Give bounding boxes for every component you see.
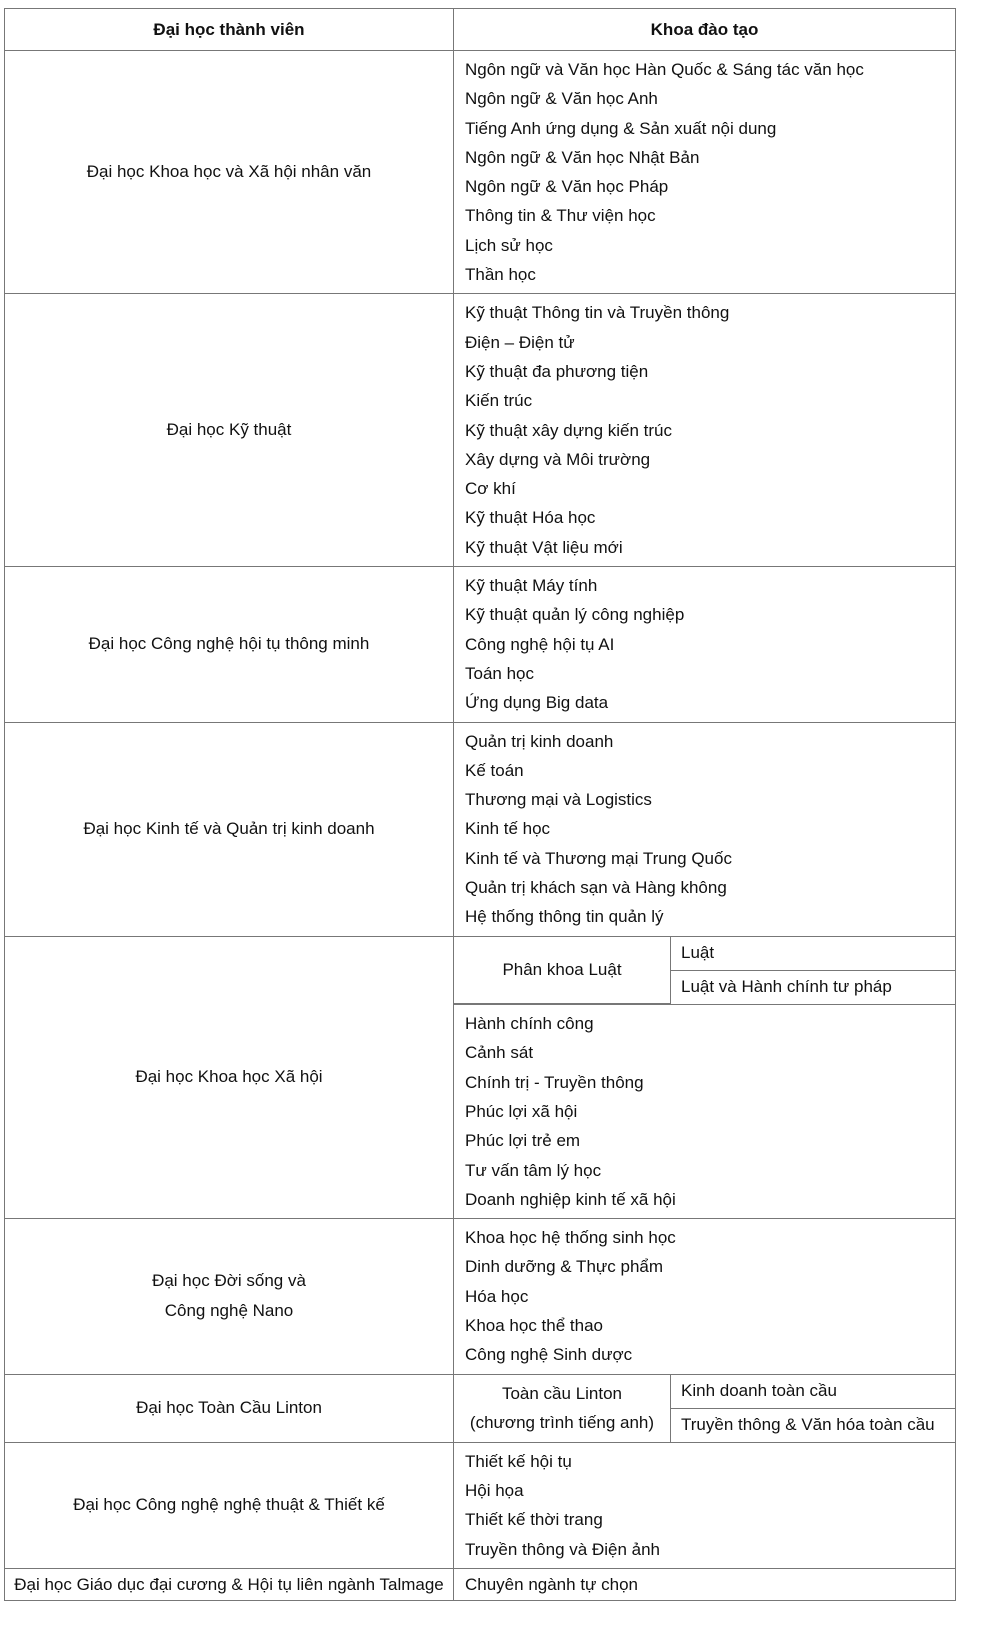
table-row — [5, 51, 956, 294]
faculty-cell — [454, 1219, 956, 1374]
faculty-cell — [454, 1568, 956, 1600]
header-row — [5, 9, 956, 51]
table-row — [5, 567, 956, 722]
faculty-item: Hệ thống thông tin quản lý — [465, 907, 664, 927]
faculty-cell — [454, 1442, 956, 1568]
university-name: Đại học Kỹ thuật — [5, 294, 454, 567]
faculty-cell — [454, 51, 956, 294]
faculty-item: Ngôn ngữ & Văn học Nhật Bản — [465, 147, 700, 167]
header-faculties: Khoa đào tạo — [454, 9, 956, 51]
faculty-cell — [454, 722, 956, 936]
faculty-item: Tư vấn tâm lý học — [465, 1160, 602, 1180]
header-university: Đại học thành viên — [5, 9, 454, 51]
faculty-item: Toán học — [465, 663, 534, 683]
subdivision-table — [454, 937, 955, 1005]
university-name-line: Công nghệ Nano — [164, 1301, 294, 1321]
subdivision-name: Phân khoa Luật — [454, 937, 671, 1004]
faculty-cell — [454, 294, 956, 567]
faculty-cell — [454, 1374, 956, 1442]
faculty-item: Kiến trúc — [465, 391, 533, 411]
university-name: Đại học Kinh tế và Quản trị kinh doanh — [5, 722, 454, 936]
university-name: Đại học Khoa học Xã hội — [5, 936, 454, 1219]
faculty-item: Quản trị khách sạn và Hàng không — [465, 878, 727, 898]
faculty-table — [4, 8, 956, 1601]
faculty-item: Hành chính công — [465, 1014, 594, 1034]
faculty-item: Hóa học — [465, 1286, 529, 1306]
university-name: Đại học Công nghệ nghệ thuật & Thiết kế — [5, 1442, 454, 1568]
faculty-item: Thiết kế hội tụ — [465, 1451, 572, 1471]
faculty-item: Kỹ thuật xây dựng kiến trúc — [465, 420, 672, 440]
faculty-item: Công nghệ Sinh dược — [465, 1345, 633, 1365]
faculty-item: Ứng dụng Big data — [465, 693, 609, 713]
university-name — [5, 1219, 454, 1374]
faculty-item: Kỹ thuật Thông tin và Truyền thông — [465, 303, 730, 323]
faculty-item: Truyền thông và Điện ảnh — [465, 1539, 660, 1559]
faculty-item: Kỹ thuật đa phương tiện — [465, 361, 649, 381]
faculty-item: Cảnh sát — [465, 1043, 534, 1063]
table-row — [5, 1442, 956, 1568]
subdivision-name-line: Toàn cầu Linton — [501, 1384, 623, 1404]
faculty-item: Kinh tế và Thương mại Trung Quốc — [465, 848, 732, 868]
faculty-item: Doanh nghiệp kinh tế xã hội — [465, 1189, 676, 1209]
subdivision-name-line: (chương trình tiếng anh) — [469, 1413, 655, 1433]
faculty-item: Lịch sử học — [465, 235, 553, 255]
faculty-item: Ngôn ngữ và Văn học Hàn Quốc & Sáng tác văn học — [465, 60, 864, 79]
faculty-item: Chính trị - Truyền thông — [465, 1072, 644, 1092]
subdivision-table — [454, 1375, 955, 1442]
faculty-item: Kỹ thuật Hóa học — [465, 508, 596, 528]
university-name: Đại học Công nghệ hội tụ thông minh — [5, 567, 454, 722]
faculty-item: Khoa học thể thao — [465, 1316, 604, 1336]
faculty-item: Kế toán — [465, 760, 524, 780]
table-row — [5, 1568, 956, 1600]
table-row — [5, 294, 956, 567]
faculty-item: Cơ khí — [465, 479, 516, 499]
faculty-item: Dinh dưỡng & Thực phẩm — [465, 1257, 664, 1277]
subdivision-item: Truyền thông & Văn hóa toàn cầu — [681, 1415, 935, 1435]
faculty-item: Ngôn ngữ & Văn học Pháp — [465, 177, 669, 197]
faculty-item: Kỹ thuật quản lý công nghiệp — [465, 605, 685, 625]
faculty-item: Khoa học hệ thống sinh học — [465, 1228, 676, 1248]
table-row — [5, 1219, 956, 1374]
university-name: Đại học Toàn Cầu Linton — [5, 1374, 454, 1442]
faculty-item: Kinh tế học — [465, 819, 551, 839]
faculty-item: Kỹ thuật Vật liệu mới — [465, 537, 623, 557]
faculty-item: Thông tin & Thư viện học — [465, 206, 656, 226]
university-name: Đại học Khoa học và Xã hội nhân văn — [5, 51, 454, 294]
subdivision-name — [454, 1375, 671, 1442]
faculty-item: Phúc lợi trẻ em — [465, 1131, 581, 1151]
faculty-item: Thần học — [465, 265, 536, 285]
faculty-item: Thiết kế thời trang — [465, 1510, 603, 1530]
faculty-cell — [454, 936, 956, 1219]
university-name-line: Đại học Đời sống và — [152, 1271, 306, 1291]
faculty-cell — [454, 567, 956, 722]
faculty-item: Thương mại và Logistics — [465, 790, 652, 810]
subdivision-item: Luật — [671, 937, 956, 971]
faculty-item: Hội họa — [465, 1480, 524, 1500]
faculty-item: Ngôn ngữ & Văn học Anh — [465, 89, 658, 109]
faculty-item: Phúc lợi xã hội — [465, 1102, 578, 1121]
faculty-item: Kỹ thuật Máy tính — [465, 576, 598, 596]
university-name: Đại học Giáo dục đại cương & Hội tụ liên ngành Talmage — [5, 1568, 454, 1600]
faculty-item: Chuyên ngành tự chọn — [465, 1574, 639, 1594]
subdivision-item: Kinh doanh toàn cầu — [671, 1375, 956, 1409]
faculty-item: Điện – Điện tử — [465, 332, 575, 352]
subdivision-item: Luật và Hành chính tư pháp — [681, 977, 892, 997]
table-row — [5, 1374, 956, 1442]
faculty-item: Xây dựng và Môi trường — [465, 449, 651, 469]
faculty-item: Quản trị kinh doanh — [465, 731, 614, 751]
faculty-item: Công nghệ hội tụ AI — [465, 634, 615, 654]
table-row — [5, 936, 956, 1219]
faculty-item: Tiếng Anh ứng dụng & Sản xuất nội dung — [465, 118, 777, 138]
table-row — [5, 722, 956, 936]
